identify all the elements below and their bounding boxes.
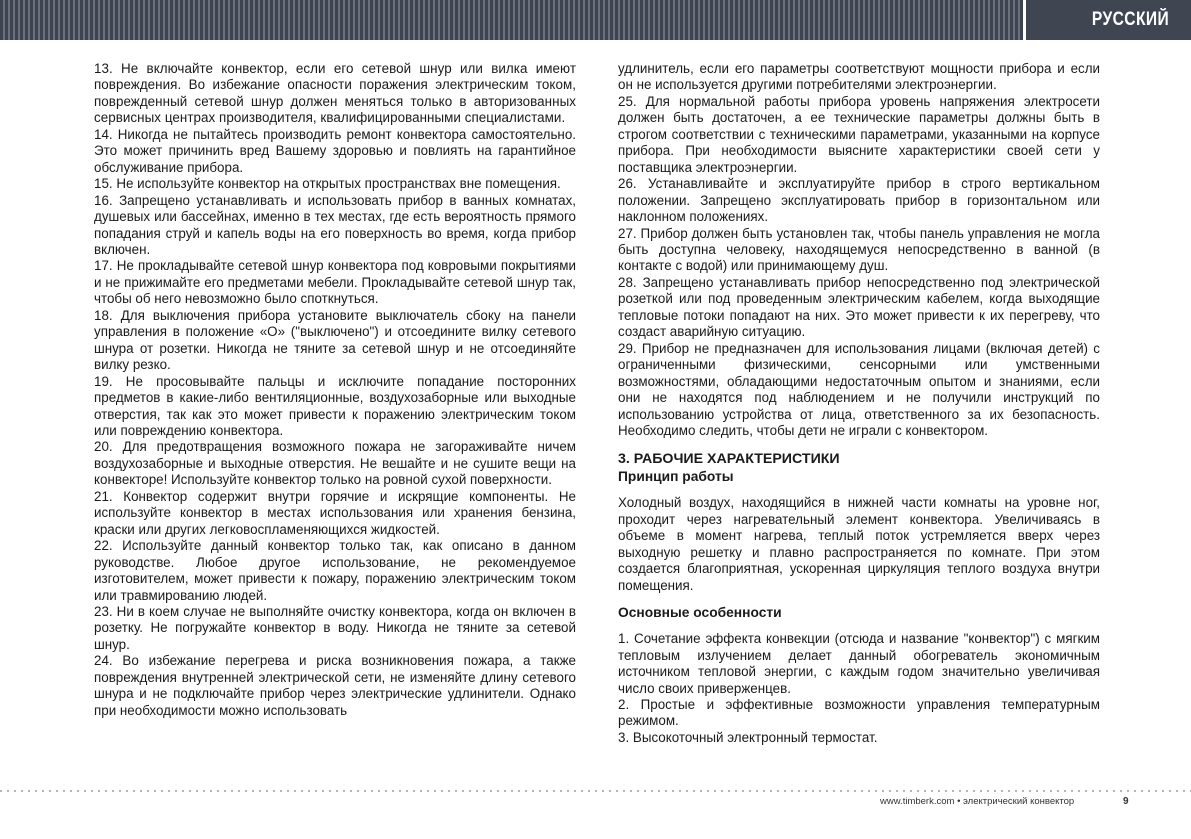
safety-item-24-continued: удлинитель, если его параметры соответствуют мощности прибора и если он не используется другими потребителями электроэнергии. <box>618 61 1100 93</box>
safety-item-22: 22. Используйте данный конвектор только так, как описано в данном руководстве. Любое другое использование, не рекомендуемое изготовителем, может привести к пожару, поражению электрическим током или травмированию людей. <box>94 538 576 603</box>
safety-item-16: 16. Запрещено устанавливать и использовать прибор в ванных комнатах, душевых или бассейнах, именно в тех местах, где есть вероятность прямого попадания струй и капель воды на его поверхность во время, когда прибор включен. <box>94 192 576 257</box>
safety-item-28: 28. Запрещено устанавливать прибор непосредственно под электрической розеткой или под проведенным электрическим кабелем, когда выходящие тепловые потоки попадают на них. Это может привести к их перегреву, что создаст аварийную ситуацию. <box>618 274 1100 340</box>
language-tab <box>1023 0 1191 40</box>
footer <box>880 796 1140 807</box>
safety-item-19: 19. Не просовывайте пальцы и исключите попадание посторонних предметов в какие-либо вентиляционные, воздухозаборные или выходные отверстия, так как это может привести к поражению электрическим током или повреждению конвектора. <box>94 373 576 438</box>
footer-site: www.timberk.com • электрический конвектор <box>880 796 1075 807</box>
left-column <box>94 61 576 719</box>
safety-item-29: 29. Прибор не предназначен для использования лицами (включая детей) с ограниченными физическими, сенсорными или умственными возможностями, обладающими недостаточным опытом и знаниями, если они не находятся под наблюдением и не получили инструкций по использованию устройства от лица, ответственного за их безопасность. Необходимо следить, чтобы дети не играли с конвектором. <box>618 340 1100 438</box>
footer-divider <box>0 790 1191 792</box>
section-title: 3. РАБОЧИЕ ХАРАКТЕРИСТИКИ <box>618 451 840 468</box>
safety-item-25: 25. Для нормальной работы прибора уровень напряжения электросети должен быть достаточен, а ее технические параметры должны быть в строгом соответствии с техническими параметрами, указанными на корпусе прибора. При необходимости выясните характеристики своей сети у поставщика электроэнергии. <box>618 93 1100 175</box>
safety-item-13: 13. Не включайте конвектор, если его сетевой шнур или вилка имеют повреждения. Во избежание опасности поражения электрическим током, поврежденный сетевой шнур должен меняться только в авторизованных сервисных центрах производителя, квалифицированными специалистами. <box>94 61 576 126</box>
safety-item-17: 17. Не прокладывайте сетевой шнур конвектора под ковровыми покрытиями и не прижимайте его предметами мебели. Прокладывайте сетевой шнур так, чтобы об него невозможно было споткнуться. <box>94 258 576 307</box>
language-label: РУССКИЙ <box>1091 9 1169 30</box>
safety-item-24: 24. Во избежание перегрева и риска возникновения пожара, а также повреждения внутренней электрической сети, не изменяйте длину сетевого шнура и не подключайте прибор через электрические удлинители. Однако при необходимости можно использовать <box>94 653 576 718</box>
header-band <box>0 0 1191 40</box>
principle-text: Холодный воздух, находящийся в нижней части комнаты на уровне ног, проходит через нагревательный элемент конвектора. Увеличиваясь в объеме в момент нагрева, теплый поток устремляется вверх через выходную решетку и плавно распространяется по комнате. При этом создается благоприятная, ускоренная циркуляция теплого воздуха внутри помещения. <box>618 495 1100 593</box>
principle-title: Принцип работы <box>618 469 734 485</box>
feature-item-2: 2. Простые и эффективные возможности управления температурным режимом. <box>618 696 1100 729</box>
safety-item-26: 26. Устанавливайте и эксплуатируйте прибор в строго вертикальном положении. Запрещено эксплуатировать прибор в горизонтальном или наклонном положениях. <box>618 176 1100 225</box>
page-number: 9 <box>1123 796 1129 807</box>
safety-item-20: 20. Для предотвращения возможного пожара не загораживайте ничем воздухозаборные и выходные отверстия. Не вешайте и не сушите вещи на конвекторе! Используйте конвектор только на ровной сухой поверхности. <box>94 439 576 488</box>
safety-item-15: 15. Не используйте конвектор на открытых пространствах вне помещения. <box>94 176 561 192</box>
safety-item-27: 27. Прибор должен быть установлен так, чтобы панель управления не могла быть доступна человеку, находящемуся непосредственно в ванной (в контакте с водой) или принимающему душ. <box>618 225 1100 274</box>
feature-item-1: 1. Сочетание эффекта конвекции (отсюда и название "конвектор") с мягким тепловым излучением делает данный обогреватель экономичным источником тепловой энергии, с каждым годом значительно увеличивая число своих приверженцев. <box>618 631 1100 696</box>
feature-item-3: 3. Высокоточный электронный термостат. <box>618 729 878 745</box>
safety-item-23: 23. Ни в коем случае не выполняйте очистку конвектора, когда он включен в розетку. Не погружайте конвектор в воду. Никогда не тяните за сетевой шнур. <box>94 603 576 652</box>
safety-item-14: 14. Никогда не пытайтесь производить ремонт конвектора самостоятельно. Это может причинить вред Вашему здоровью и повлиять на гарантийное обслуживание прибора. <box>94 126 576 175</box>
features-title: Основные особенности <box>618 605 782 621</box>
safety-item-21: 21. Конвектор содержит внутри горячие и искрящие компоненты. Не используйте конвектор в местах использования или хранения бензина, краски или других легковоспламеняющихся жидкостей. <box>94 488 576 537</box>
safety-item-18: 18. Для выключения прибора установите выключатель сбоку на панели управления в положение «О» ("выключено") и отсоедините вилку сетевого шнура от розетки. Никогда не тяните за сетевой шнур и не отсоединяйте вилку резко. <box>94 307 576 373</box>
right-column <box>618 61 1100 746</box>
